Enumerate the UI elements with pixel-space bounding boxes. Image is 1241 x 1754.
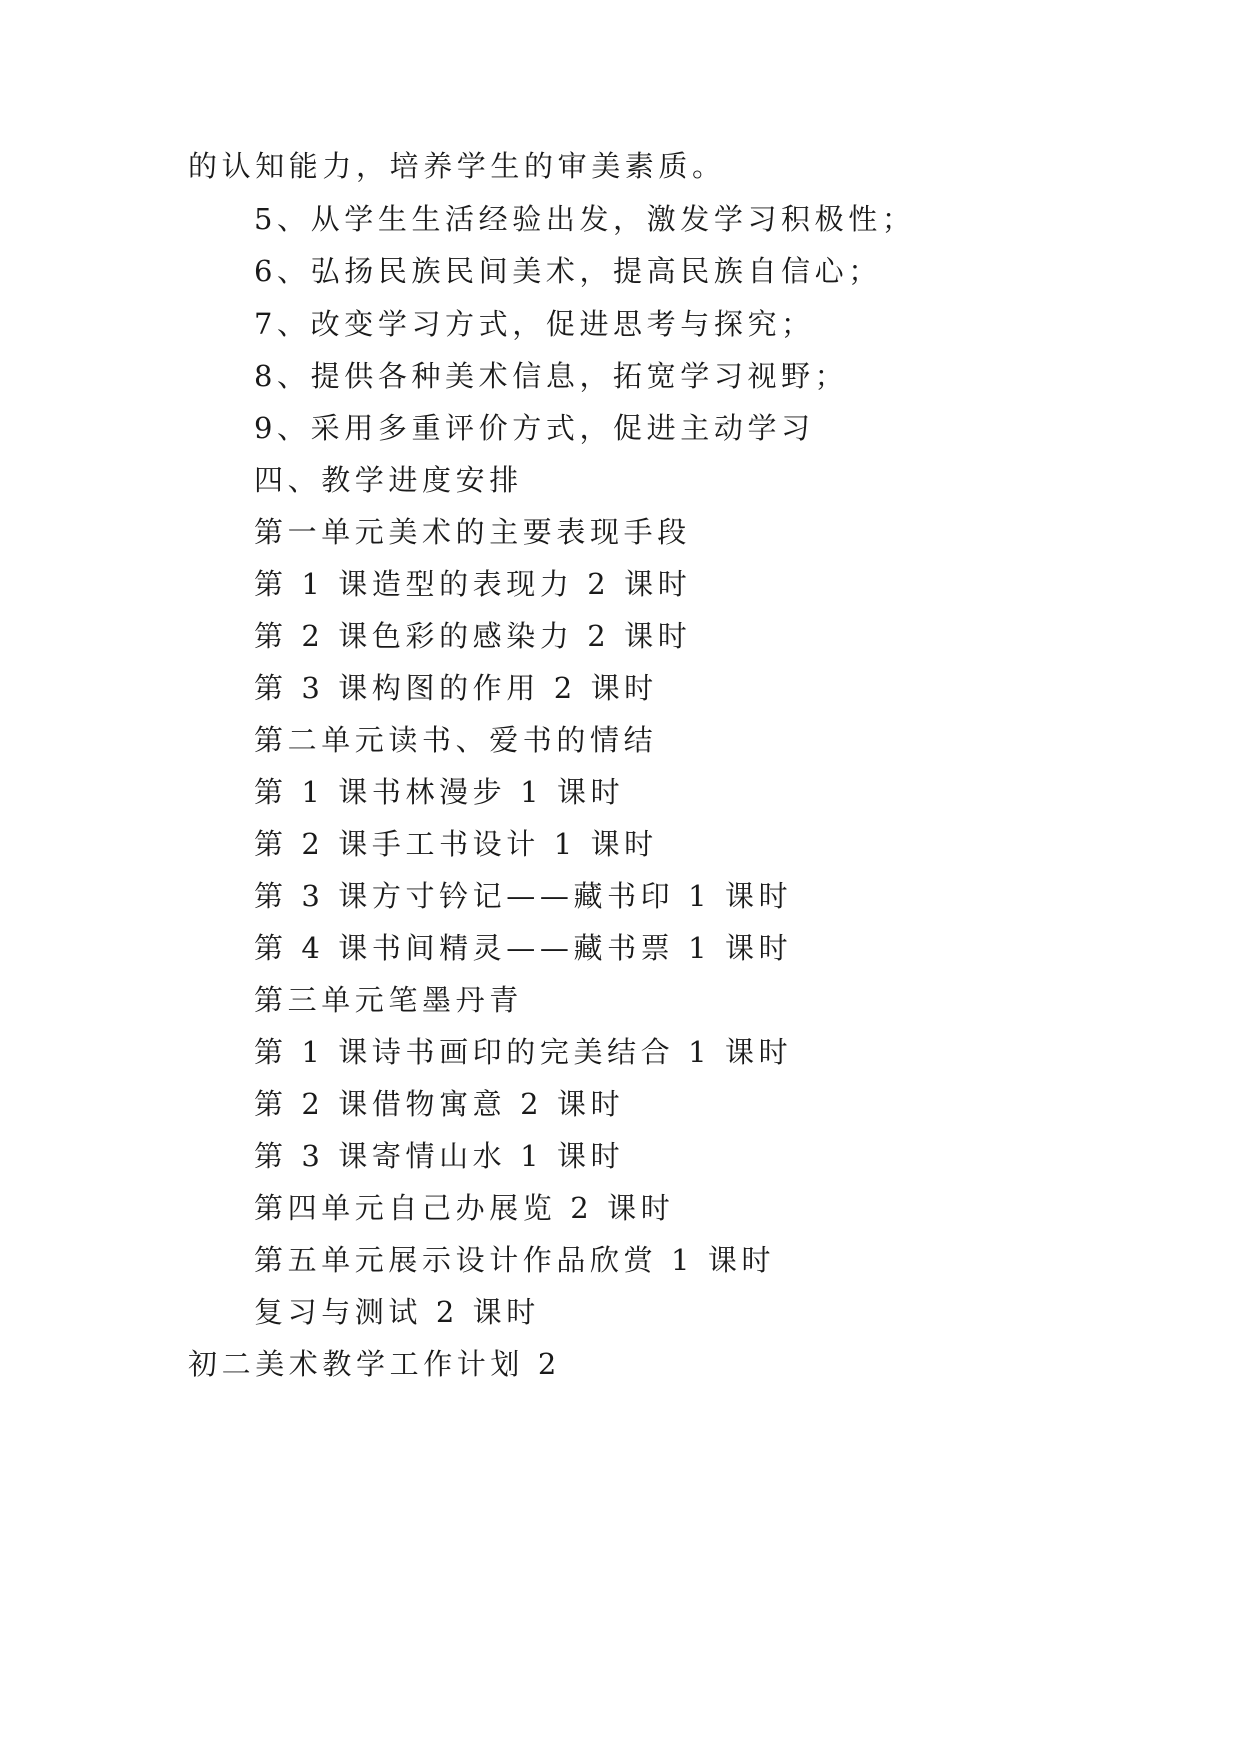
schedule-unit: 第五单元展示设计作品欣赏 1 课时 [254,1243,776,1277]
schedule-lesson: 第 1 课造型的表现力 2 课时 [254,567,692,601]
schedule-lesson: 第 3 课寄情山水 1 课时 [254,1139,625,1173]
schedule-lesson: 第 4 课书间精灵——藏书票 1 课时 [254,931,793,965]
strategy-item: 5、从学生生活经验出发，激发学习积极性； [254,202,916,236]
schedule-lesson: 第 2 课手工书设计 1 课时 [254,827,658,861]
schedule-lesson: 第 2 课借物寓意 2 课时 [254,1087,625,1121]
strategy-item: 6、弘扬民族民间美术，提高民族自信心； [254,254,882,288]
strategy-item: 7、改变学习方式，促进思考与探究； [254,307,815,341]
schedule-unit: 第三单元笔墨丹青 [254,983,523,1017]
schedule-unit: 第四单元自己办展览 2 课时 [254,1191,675,1225]
schedule-review: 复习与测试 2 课时 [254,1295,540,1329]
schedule-unit: 第二单元读书、爱书的情结 [254,723,658,757]
schedule-lesson: 第 1 课书林漫步 1 课时 [254,775,625,809]
schedule-lesson: 第 3 课方寸钤记——藏书印 1 课时 [254,879,793,913]
strategy-item: 9、采用多重评价方式，促进主动学习 [254,411,815,445]
section-heading: 四、教学进度安排 [254,463,523,497]
schedule-lesson: 第 1 课诗书画印的完美结合 1 课时 [254,1035,793,1069]
schedule-lesson: 第 3 课构图的作用 2 课时 [254,671,658,705]
schedule-lesson: 第 2 课色彩的感染力 2 课时 [254,619,692,653]
next-document-title: 初二美术教学工作计划 2 [188,1347,561,1381]
strategy-item: 8、提供各种美术信息，拓宽学习视野； [254,359,849,393]
schedule-unit: 第一单元美术的主要表现手段 [254,515,691,549]
paragraph-continuation: 的认知能力，培养学生的审美素质。 [188,149,726,183]
